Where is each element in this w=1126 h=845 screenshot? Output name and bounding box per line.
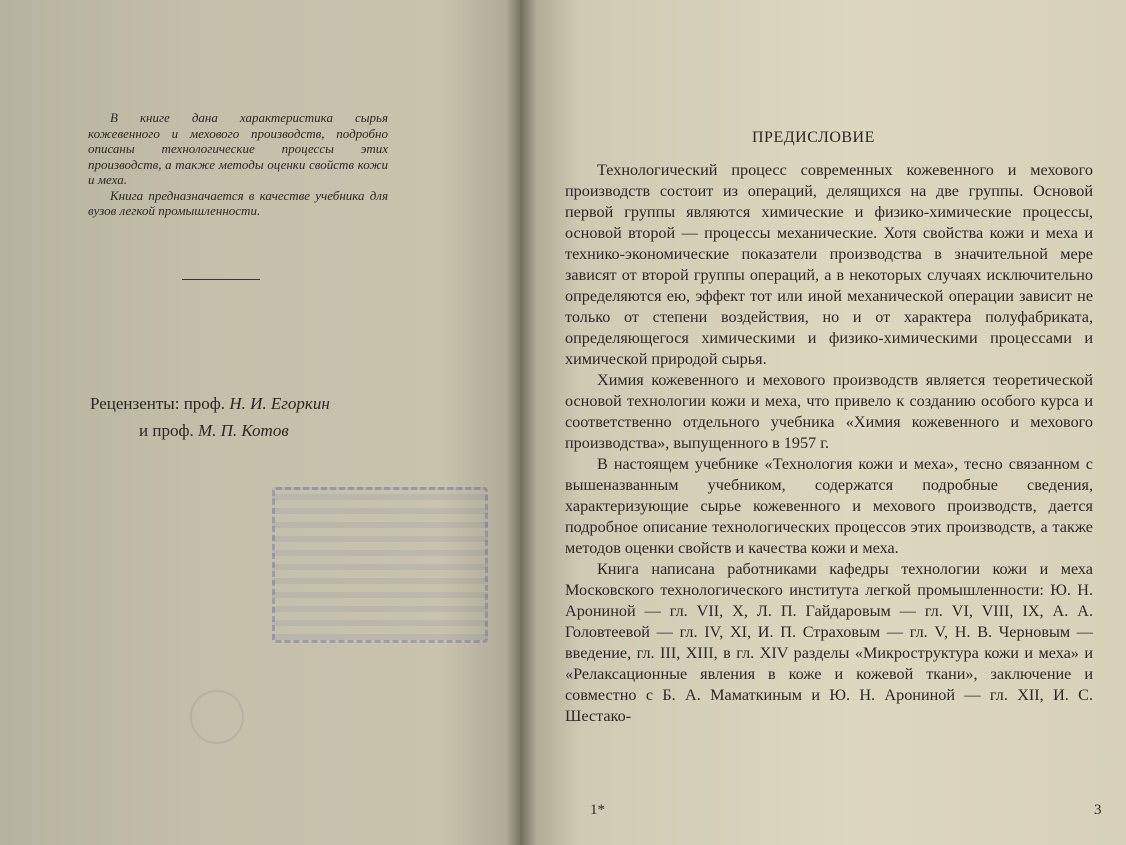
divider-line <box>182 279 260 280</box>
page-number: 3 <box>1094 802 1102 818</box>
preface-paragraph: Книга написана работниками кафедры технологии кожи и меха Московского технологического института легкой промышленности: Ю. Н. Арониной — гл. VII, X, Л. П. Гайдаровым — гл. VI, VIII, IX, А. А. Головтеевой — гл. IV, XI, И. П. Страховым — гл. V, Н. В. Черновым — введение, гл. III, XIII, в гл. XIV разделы «Микроструктура кожи и меха» и «Релаксационные явления в коже и кожевой ткани», заключение и совместно с Б. А. Маматкиным и Ю. Н. Арониной — гл. XII, И. С. Шестако- <box>565 560 1093 725</box>
reviewers-joiner: и проф. <box>139 421 198 440</box>
preface-paragraph: В настоящем учебнике «Технология кожи и меха», тесно связанном с вышеназванным учебником, содержатся подробные сведения, характеризующие сырье кожевенного и мехового производств, дается подробное описание технологических процессов этих производств, а также методов оценки свойств и качества кожи и меха. <box>565 455 1093 557</box>
signature-mark: 1* <box>590 802 605 818</box>
library-stamp <box>272 487 488 643</box>
preface-paragraph: Технологический процесс современных кожевенного и мехового производств состоит из операций, делящихся на две группы. Основой первой группы являются химические и физико-химические процессы, основой второй — процессы механические. Хотя свойства кожи и меха и технико-экономические показатели производства в значительной мере зависят от второй группы операций, а в некоторых случаях исключительно определяются ею, эффект тот или иной механической операции зависит не только от степени воздействия, но и от характера полуфабриката, определяющегося химическими и физико-химическими процессами и химической природой сырья. <box>565 161 1093 368</box>
preface-text <box>565 160 1093 727</box>
annotation-paragraph: В книге дана характеристика сырья кожевенного и мехового производств, подробно описаны технологические процессы этих производств, а также методы оценки свойств кожи и меха. <box>88 110 388 187</box>
annotation-paragraph: Книга предназначается в качестве учебника для вузов легкой промышленности. <box>88 187 388 218</box>
reviewers-block <box>90 390 410 444</box>
page-title: ПРЕДИСЛОВИЕ <box>752 129 875 146</box>
book-gutter <box>506 0 536 845</box>
left-page <box>0 0 520 845</box>
reviewers-line-2 <box>90 417 410 444</box>
reviewer-name: Н. И. Егоркин <box>229 394 330 413</box>
reviewer-name: М. П. Котов <box>197 421 289 440</box>
reviewers-prefix: Рецензенты: проф. <box>90 394 230 413</box>
book-annotation <box>88 110 388 219</box>
preface-paragraph: Химия кожевенного и мехового производств является теоретической основой технологии кожи и меха, что привело к созданию особого курса и соответственно отдельного учебника «Химия кожевенного и мехового производства», выпущенного в 1957 г. <box>565 371 1093 452</box>
reviewers-line-1 <box>90 390 410 417</box>
round-stamp-mark <box>190 690 244 744</box>
